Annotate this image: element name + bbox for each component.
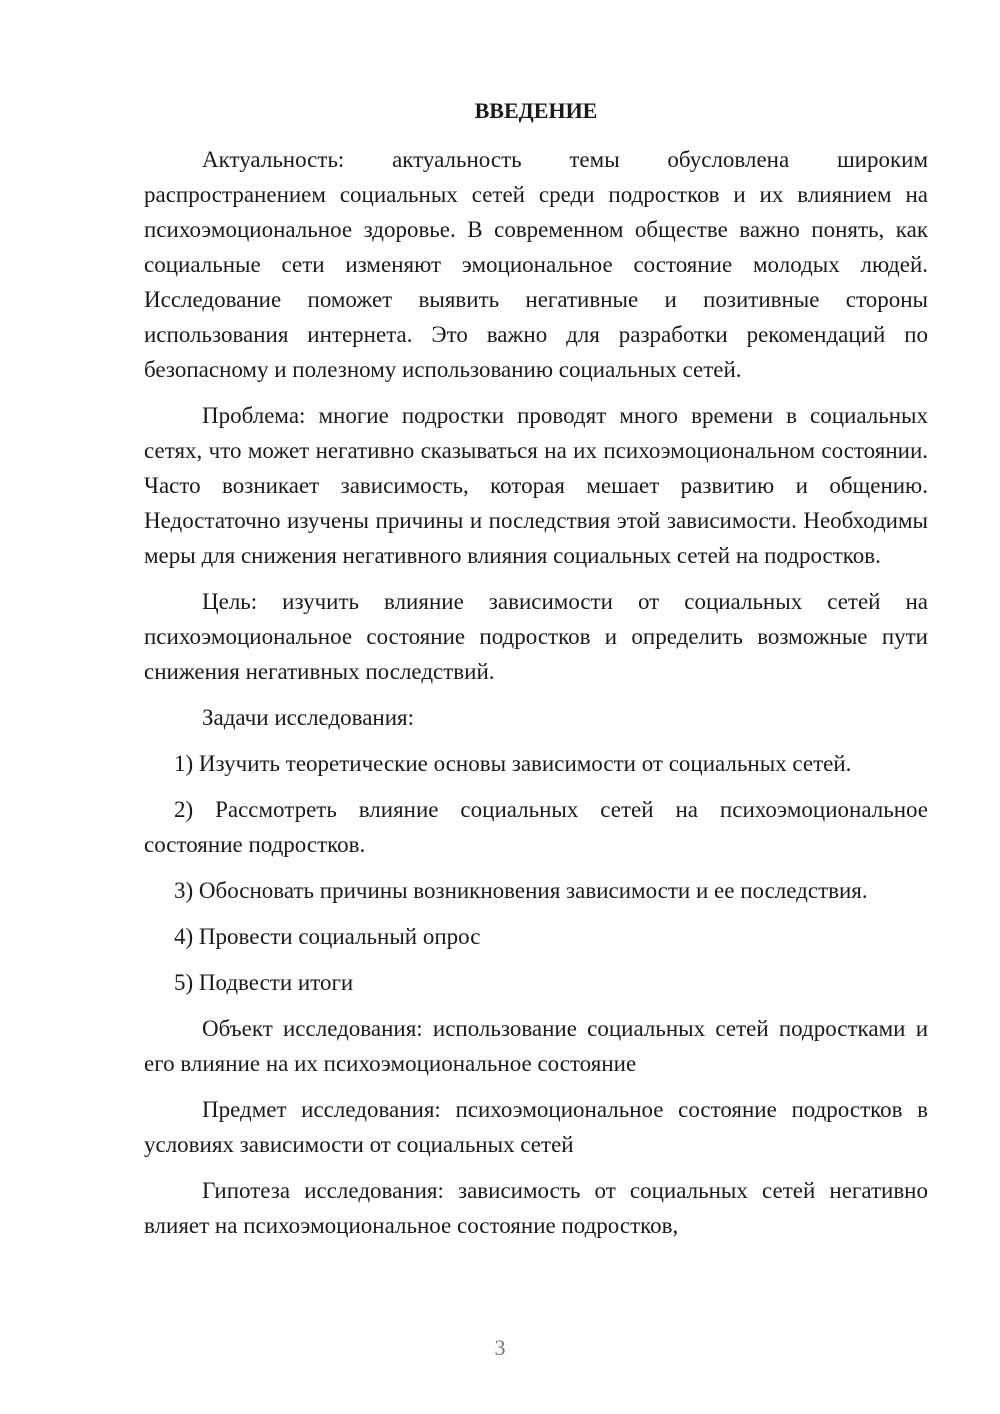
paragraph-object: Объект исследования: использование социальных сетей подростками и его влияние на их психоэмоциональное состояние [144, 1016, 928, 1076]
paragraph-goal: Цель: изучить влияние зависимости от социальных сетей на психоэмоциональное состояние подростков и определить возможные пути снижения негативных последствий. [144, 589, 928, 684]
paragraph-subject: Предмет исследования: психоэмоциональное состояние подростков в условиях зависимости от социальных сетей [144, 1097, 928, 1157]
task-item-1: 1) Изучить теоретические основы зависимости от социальных сетей. [174, 751, 852, 776]
page-title: ВВЕДЕНИЕ [474, 98, 598, 123]
page-number: 3 [494, 1335, 506, 1360]
paragraph-relevance: Актуальность: актуальность темы обусловлена широким распространением социальных сетей среди подростков и их влиянием на психоэмоциональное здоровье. В современном обществе важно понять, как социальные сети изменяют эмоциональное состояние молодых людей. Исследование поможет выявить негативные и позитивные стороны использования интернета. Это важно для разработки рекомендаций по безопасному и полезному использованию социальных сетей. [144, 147, 928, 382]
paragraph-hypothesis: Гипотеза исследования: зависимость от социальных сетей негативно влияет на психоэмоциональное состояние подростков, [144, 1178, 928, 1238]
tasks-heading: Задачи исследования: [202, 705, 415, 730]
task-item-3: 3) Обосновать причины возникновения зависимости и ее последствия. [174, 878, 868, 903]
paragraph-problem: Проблема: многие подростки проводят много времени в социальных сетях, что может негативно сказываться на их психоэмоциональном состоянии. Часто возникает зависимость, которая мешает развитию и общению. Недостаточно изучены причины и последствия этой зависимости. Необходимы меры для снижения негативного влияния социальных сетей на подростков. [144, 403, 928, 568]
task-item-4: 4) Провести социальный опрос [174, 924, 481, 949]
task-item-2: 2) Рассмотреть влияние социальных сетей на психоэмоциональное состояние подростков. [144, 797, 928, 857]
document-body [144, 142, 928, 1243]
task-item-5: 5) Подвести итоги [174, 970, 354, 995]
